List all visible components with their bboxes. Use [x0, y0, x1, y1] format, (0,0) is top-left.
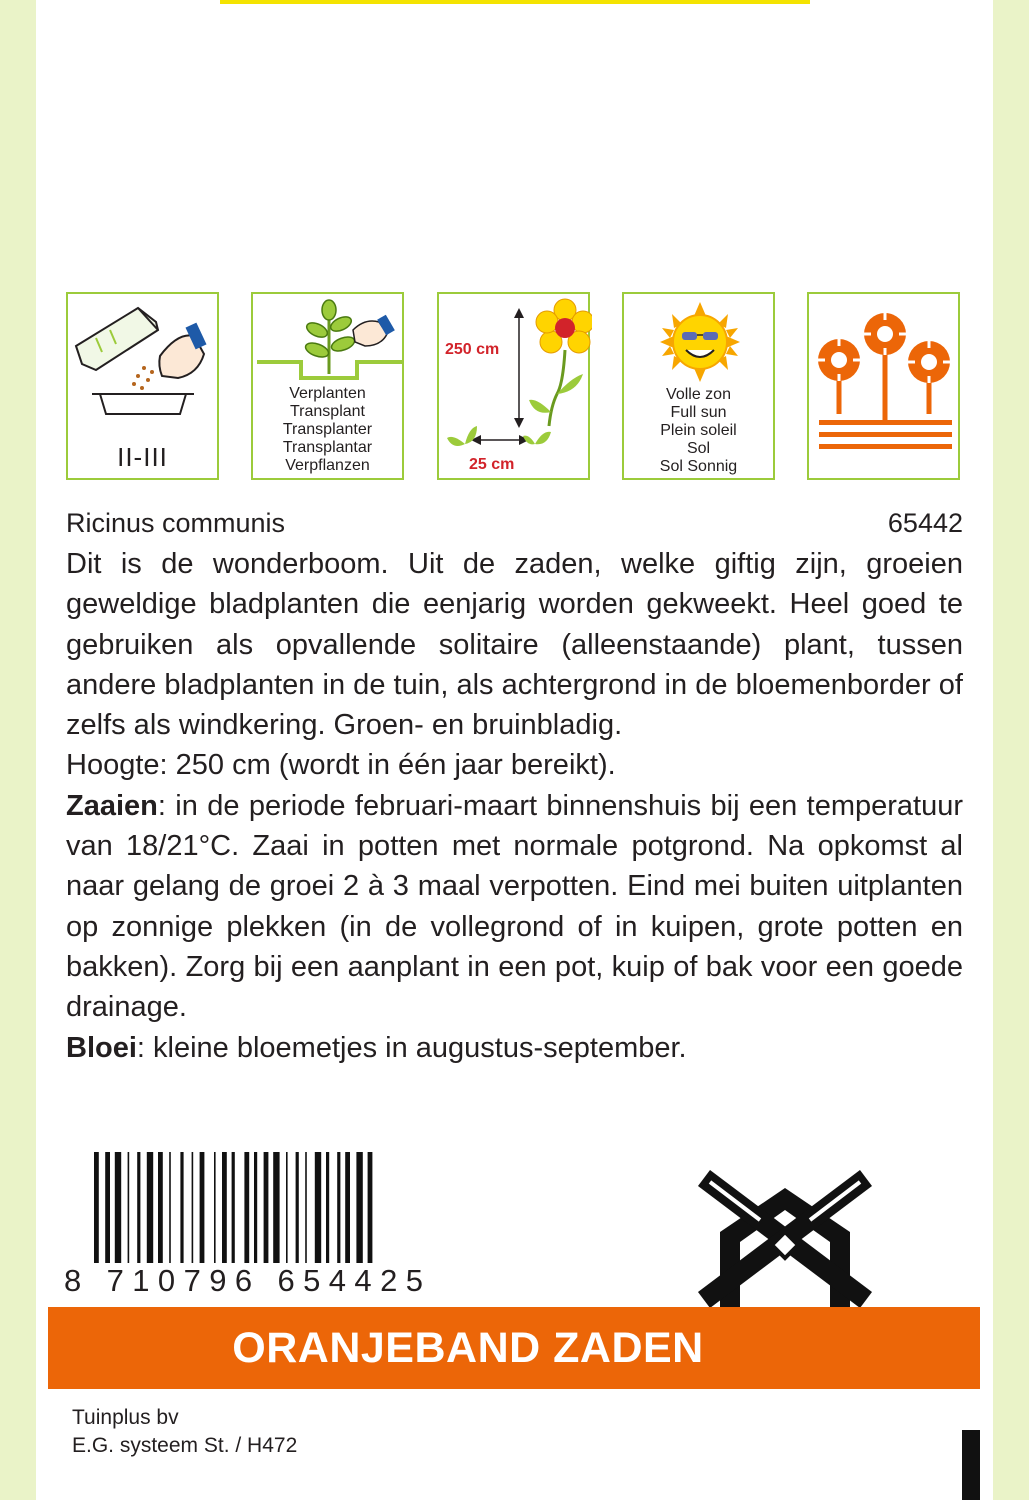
latin-name: Ricinus communis — [66, 508, 286, 538]
product-code: 65442 — [887, 508, 963, 538]
plant-size-icon — [439, 294, 592, 482]
barcode-bar — [147, 1152, 153, 1266]
sun-label-fr: Plein soleil — [660, 422, 737, 439]
barcode-bar — [169, 1152, 171, 1266]
barcode-bar — [214, 1152, 216, 1266]
sowing-text: : in de periode februari-maart binnenshuis bij een temperatuur van 18/21°C. Zaai in potten met normale potgrond. Na opkomst al naar gelang de groei 2 à 3 maal verpotten. Eind mei buiten uitplanten op zonnige plekken (in de vollegrond of in kuipen, grote potten en bakken). Zorg bij een aanplant in een pot, kuip of bak voor een goede drainage. — [66, 789, 963, 1024]
barcode-bar — [180, 1152, 183, 1266]
barcode-bar — [356, 1152, 362, 1266]
barcode-bar — [315, 1152, 321, 1266]
sun-label-en: Full sun — [670, 404, 727, 421]
description-bloom — [66, 1028, 963, 1068]
bloom-label: Bloei — [66, 1031, 137, 1064]
barcode-digits: 8 710796 654425 — [64, 1263, 432, 1298]
sowing-panel — [66, 292, 219, 480]
barcode-bar — [345, 1152, 350, 1266]
barcode-bar — [337, 1152, 340, 1266]
company-info — [72, 1404, 297, 1460]
barcode-bar — [232, 1152, 235, 1266]
barcode-bar — [264, 1152, 269, 1266]
sun-label-es: Sol — [686, 440, 711, 457]
barcode-bar — [296, 1152, 299, 1266]
flowers-icon — [809, 294, 962, 482]
sowing-label: Zaaien — [66, 789, 158, 822]
barcode-bar — [158, 1152, 163, 1266]
flowers-panel — [807, 292, 960, 480]
transplant-label-en: Transplant — [290, 403, 365, 420]
barcode-bar — [192, 1152, 194, 1266]
barcode-bar — [222, 1152, 227, 1266]
windmill-logo-icon — [690, 1170, 880, 1310]
sun-labels — [624, 386, 773, 476]
sun-label-nl: Volle zon — [666, 386, 731, 403]
barcode-bar — [305, 1152, 307, 1266]
transplant-label-fr: Transplanter — [282, 421, 373, 438]
brand-band — [48, 1307, 980, 1389]
sowing-period: II-III — [117, 442, 168, 472]
barcode-bar — [326, 1152, 329, 1266]
description-sowing — [66, 786, 963, 1028]
barcode-bar — [137, 1152, 140, 1266]
sun-panel — [622, 292, 775, 480]
transplant-label-de: Verpflanzen — [285, 457, 370, 474]
right-green-border — [993, 0, 1029, 1500]
company-name: Tuinplus bv — [72, 1406, 179, 1429]
sun-label-de: Sol Sonnig — [659, 458, 738, 475]
description-intro: Dit is de wonderboom. Uit de zaden, welke giftig zijn, groeien geweldige bladplanten die eenjarig worden gekweekt. Heel goed te gebruiken als opvallende solitaire (alleenstaande) plant, tussen andere bladplanten in de tuin, als achtergrond in de bloemenborder of zelfs als windkering. Groen- en bruinbladig. — [66, 548, 963, 742]
transplant-label-nl: Verplanten — [289, 385, 366, 402]
barcode-bar — [286, 1152, 288, 1266]
barcode-bar — [273, 1152, 279, 1266]
spacing-label: 25 cm — [469, 456, 515, 473]
transplant-labels — [253, 385, 402, 475]
bloom-text: : kleine bloemetjes in augustus-september. — [136, 1031, 687, 1064]
dimensions-panel — [437, 292, 590, 480]
top-yellow-strip — [220, 0, 810, 4]
description-height: Hoogte: 250 cm (wordt in één jaar bereikt). — [66, 749, 616, 782]
barcode-bar — [200, 1152, 205, 1266]
company-certification: E.G. systeem St. / H472 — [72, 1434, 298, 1457]
barcode-bar — [115, 1152, 121, 1266]
left-green-border — [0, 0, 36, 1500]
brand-name: ORANJEBAND ZADEN — [232, 1324, 704, 1372]
transplant-label-es: Transplantar — [282, 439, 373, 456]
barcode-bar — [128, 1152, 130, 1266]
barcode-bar — [254, 1152, 257, 1266]
height-label: 250 cm — [445, 341, 500, 358]
transplant-panel — [251, 292, 404, 480]
description — [66, 544, 963, 1068]
cut-mark — [962, 1430, 980, 1500]
